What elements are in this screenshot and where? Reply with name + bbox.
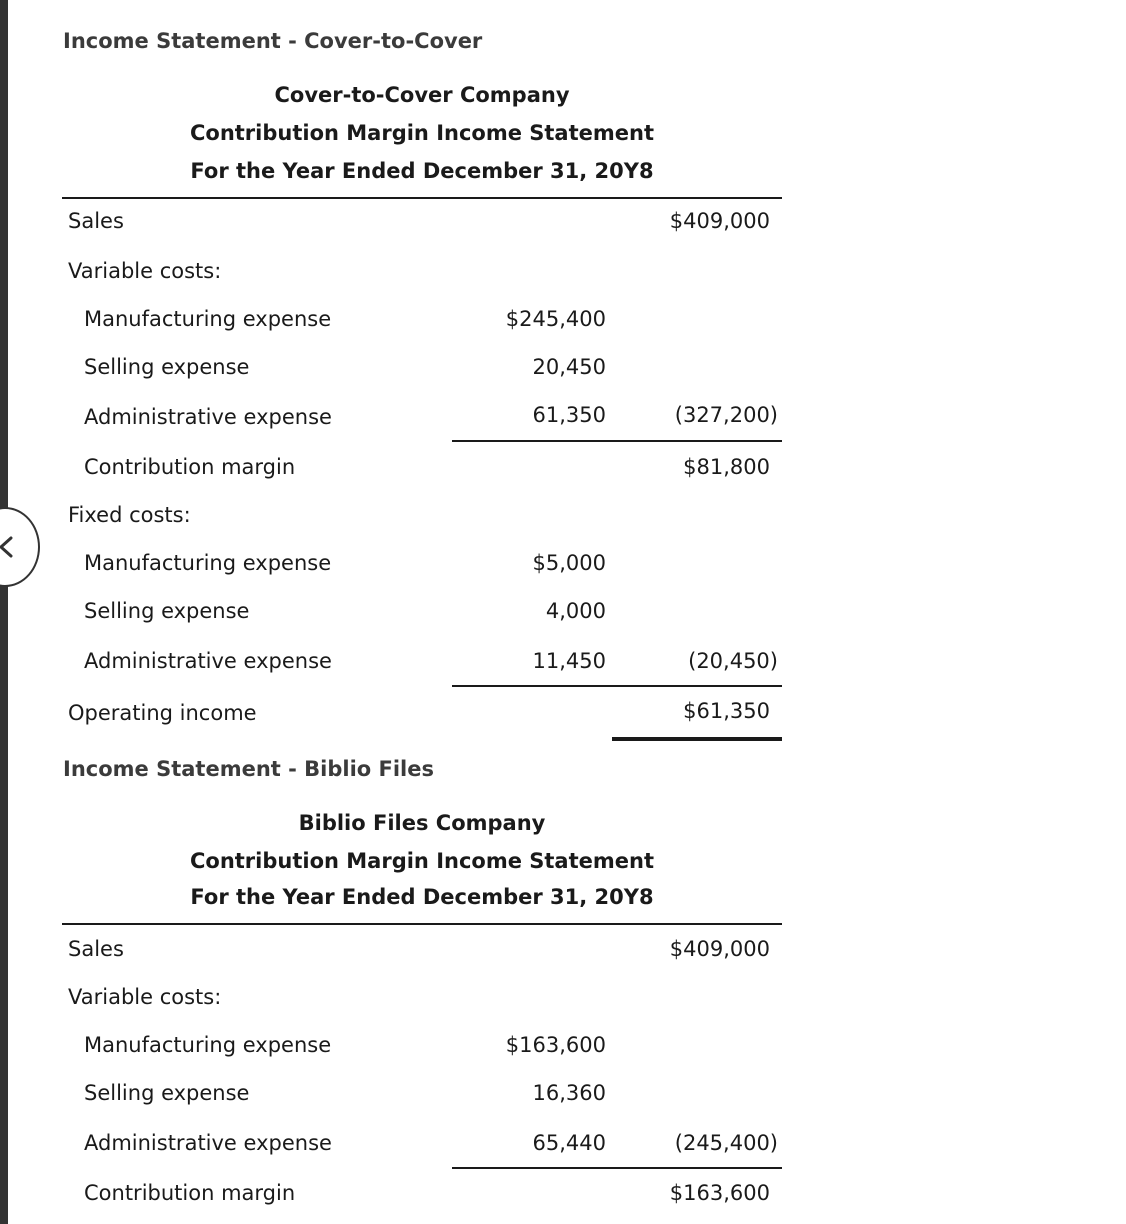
- company-name: Biblio Files Company: [298, 811, 546, 835]
- variable-selling-label: Selling expense: [84, 1081, 250, 1105]
- contribution-margin-label: Contribution margin: [84, 455, 296, 479]
- variable-manufacturing-label: Manufacturing expense: [84, 307, 332, 331]
- chevron-left-icon: [0, 535, 14, 559]
- fixed-manufacturing-value: $5,000: [532, 551, 606, 575]
- left-scroll-edge: [0, 0, 8, 1224]
- statement-period: For the Year Ended December 31, 20Y8: [190, 885, 654, 909]
- header-rule: [62, 923, 782, 925]
- fixed-manufacturing-label: Manufacturing expense: [84, 551, 332, 575]
- fixed-costs-total: (20,450): [688, 649, 778, 673]
- section-title-biblio-files: Income Statement - Biblio Files: [63, 757, 434, 781]
- sales-value: $409,000: [669, 209, 770, 233]
- variable-costs-label: Variable costs:: [68, 259, 222, 283]
- variable-administrative-label: Administrative expense: [84, 1131, 332, 1155]
- sales-label: Sales: [68, 209, 124, 233]
- fixed-costs-label: Fixed costs:: [68, 503, 191, 527]
- sales-value: $409,000: [669, 937, 770, 961]
- variable-manufacturing-value: $163,600: [505, 1033, 606, 1057]
- operating-income-label: Operating income: [68, 701, 257, 725]
- contribution-margin-label: Contribution margin: [84, 1181, 296, 1205]
- fixed-selling-value: 4,000: [545, 599, 606, 623]
- variable-costs-label: Variable costs:: [68, 985, 222, 1009]
- sales-label: Sales: [68, 937, 124, 961]
- contribution-margin-value: $81,800: [683, 455, 770, 479]
- variable-selling-value: 16,360: [532, 1081, 606, 1105]
- fixed-selling-label: Selling expense: [84, 599, 250, 623]
- section-title-cover-to-cover: Income Statement - Cover-to-Cover: [63, 29, 483, 53]
- total-rule: [612, 737, 782, 741]
- statement-period: For the Year Ended December 31, 20Y8: [190, 159, 654, 183]
- variable-costs-total: (245,400): [674, 1131, 778, 1155]
- variable-administrative-value: 61,350: [532, 403, 606, 427]
- variable-administrative-label: Administrative expense: [84, 405, 332, 429]
- back-button[interactable]: [0, 507, 40, 587]
- statement-name: Contribution Margin Income Statement: [189, 121, 654, 145]
- fixed-administrative-label: Administrative expense: [84, 649, 332, 673]
- variable-selling-label: Selling expense: [84, 355, 250, 379]
- variable-manufacturing-label: Manufacturing expense: [84, 1033, 332, 1057]
- subtotal-rule: [452, 1167, 782, 1169]
- variable-administrative-value: 65,440: [532, 1131, 606, 1155]
- contribution-margin-value: $163,600: [669, 1181, 770, 1205]
- subtotal-rule: [452, 685, 782, 687]
- fixed-administrative-value: 11,450: [532, 649, 606, 673]
- company-name: Cover-to-Cover Company: [274, 83, 570, 107]
- subtotal-rule: [452, 440, 782, 442]
- operating-income-value: $61,350: [683, 699, 770, 723]
- variable-costs-total: (327,200): [674, 403, 778, 427]
- header-rule: [62, 197, 782, 199]
- variable-selling-value: 20,450: [532, 355, 606, 379]
- variable-manufacturing-value: $245,400: [505, 307, 606, 331]
- statement-name: Contribution Margin Income Statement: [189, 849, 654, 873]
